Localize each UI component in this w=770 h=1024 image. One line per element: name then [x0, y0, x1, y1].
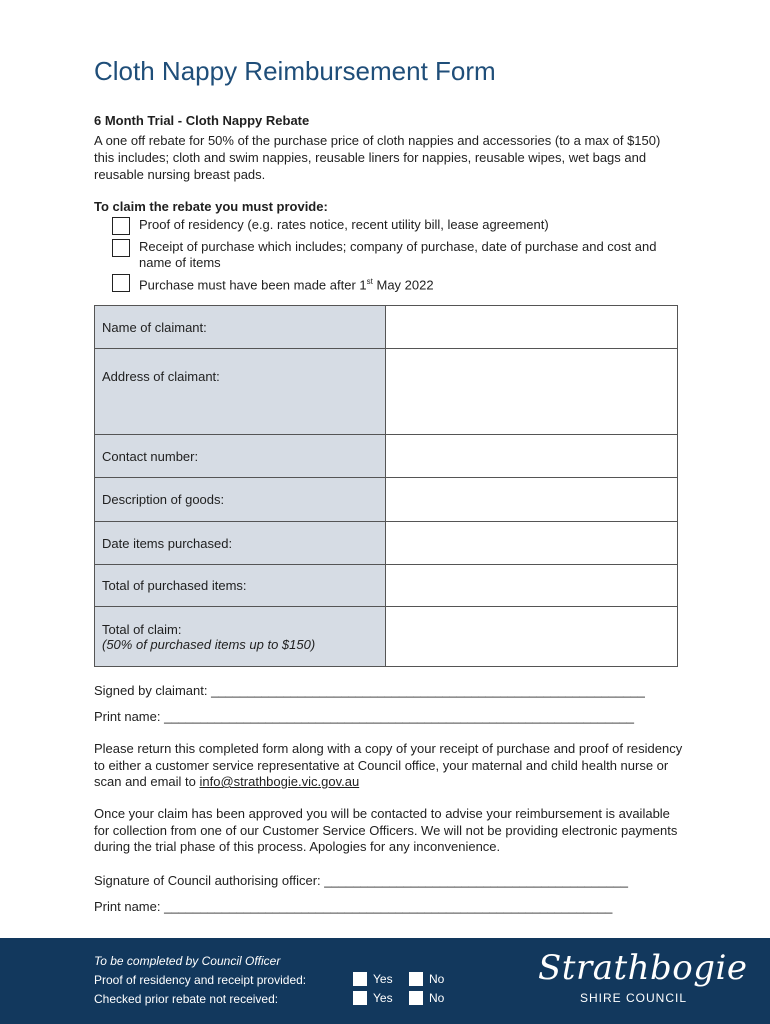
table-row	[95, 306, 678, 349]
requirement-prefix: Purchase must have been made after 1	[139, 277, 367, 293]
residency-receipt-label: Proof of residency and receipt provided:	[94, 973, 307, 987]
prior-rebate-no-option[interactable]	[409, 991, 444, 1005]
table-row	[95, 565, 678, 607]
return-text: Please return this completed form along with a copy of your receipt of purchase and proof of residency to either a customer service representative at Council office, your maternal and child health nurse or scan and email to	[94, 741, 683, 789]
page-title: Cloth Nappy Reimbursement Form	[94, 56, 496, 86]
checkbox[interactable]	[409, 972, 423, 986]
row-label: Total of purchased items:	[95, 565, 386, 607]
contact-number-field[interactable]	[386, 435, 678, 478]
requirement-superscript: st	[366, 277, 373, 286]
total-claim-field[interactable]	[386, 607, 678, 667]
receipt-checkbox[interactable]	[112, 239, 130, 257]
email-link[interactable]: info@strathbogie.vic.gov.au	[199, 774, 360, 789]
residency-checkbox[interactable]	[112, 217, 130, 235]
goods-description-field[interactable]	[386, 478, 678, 522]
council-print-name-line[interactable]: Print name: ______________________________________________________________	[94, 899, 613, 914]
purchase-date-checkbox[interactable]	[112, 274, 130, 292]
table-row	[95, 349, 678, 435]
claim-requirements-heading: To claim the rebate you must provide:	[94, 199, 328, 214]
requirement-receipt	[112, 239, 682, 271]
requirement-text: Receipt of purchase which includes; company of purchase, date of purchase and cost and name of items	[139, 239, 657, 270]
footer-heading: To be completed by Council Officer	[94, 954, 281, 968]
council-signature-line[interactable]: Signature of Council authorising officer: __________________________________________	[94, 873, 628, 888]
prior-rebate-label: Checked prior rebate not received:	[94, 992, 279, 1006]
claimant-address-field[interactable]	[386, 349, 678, 435]
table-row	[95, 607, 678, 667]
strathbogie-logo: Strathbogie	[538, 948, 748, 988]
checkbox[interactable]	[353, 991, 367, 1005]
checkbox[interactable]	[409, 991, 423, 1005]
claimant-print-name-line[interactable]: Print name: _________________________________________________________________	[94, 709, 635, 724]
table-row	[95, 478, 678, 522]
row-label: Name of claimant:	[95, 306, 386, 349]
total-claim-label: Total of claim:	[102, 621, 182, 637]
option-label: No	[429, 972, 445, 986]
checkbox[interactable]	[353, 972, 367, 986]
requirement-text: Proof of residency (e.g. rates notice, recent utility bill, lease agreement)	[139, 217, 549, 232]
requirement-text	[139, 274, 434, 293]
claimant-signature-line[interactable]: Signed by claimant: ____________________________________________________________	[94, 683, 645, 698]
row-label: Contact number:	[95, 435, 386, 478]
option-label: Yes	[373, 991, 393, 1005]
option-label: No	[429, 991, 445, 1005]
intro-paragraph: A one off rebate for 50% of the purchase price of cloth nappies and accessories (to a max of $150) this includes; cloth and swim nappies, reusable liners for nappies, reusable wipes, wet bags and reusable nursing breast pads.	[94, 133, 661, 182]
shire-council-label: SHIRE COUNCIL	[580, 991, 688, 1005]
row-label: Date items purchased:	[95, 522, 386, 565]
requirement-residency	[112, 217, 682, 235]
total-claim-note: (50% of purchased items up to $150)	[102, 636, 316, 652]
requirement-suffix: May 2022	[372, 277, 434, 293]
row-label: Address of claimant:	[95, 349, 386, 435]
table-row	[95, 435, 678, 478]
section-subheading: 6 Month Trial - Cloth Nappy Rebate	[94, 113, 310, 128]
residency-no-option[interactable]	[409, 972, 444, 986]
requirement-purchase-date	[112, 274, 682, 293]
table-row	[95, 522, 678, 565]
purchase-date-field[interactable]	[386, 522, 678, 565]
claimant-details-table	[94, 305, 678, 667]
prior-rebate-yes-option[interactable]	[353, 991, 393, 1005]
total-purchased-field[interactable]	[386, 565, 678, 607]
row-label	[95, 607, 386, 667]
option-label: Yes	[373, 972, 393, 986]
residency-yes-option[interactable]	[353, 972, 393, 986]
return-instructions	[94, 741, 684, 791]
approval-notice: Once your claim has been approved you will be contacted to advise your reimbursement is available for collection from one of our Customer Service Officers. We will not be providing electronic payments during the trial phase of this process. Apologies for any inconvenience.	[94, 806, 678, 854]
row-label: Description of goods:	[95, 478, 386, 522]
claimant-name-field[interactable]	[386, 306, 678, 349]
